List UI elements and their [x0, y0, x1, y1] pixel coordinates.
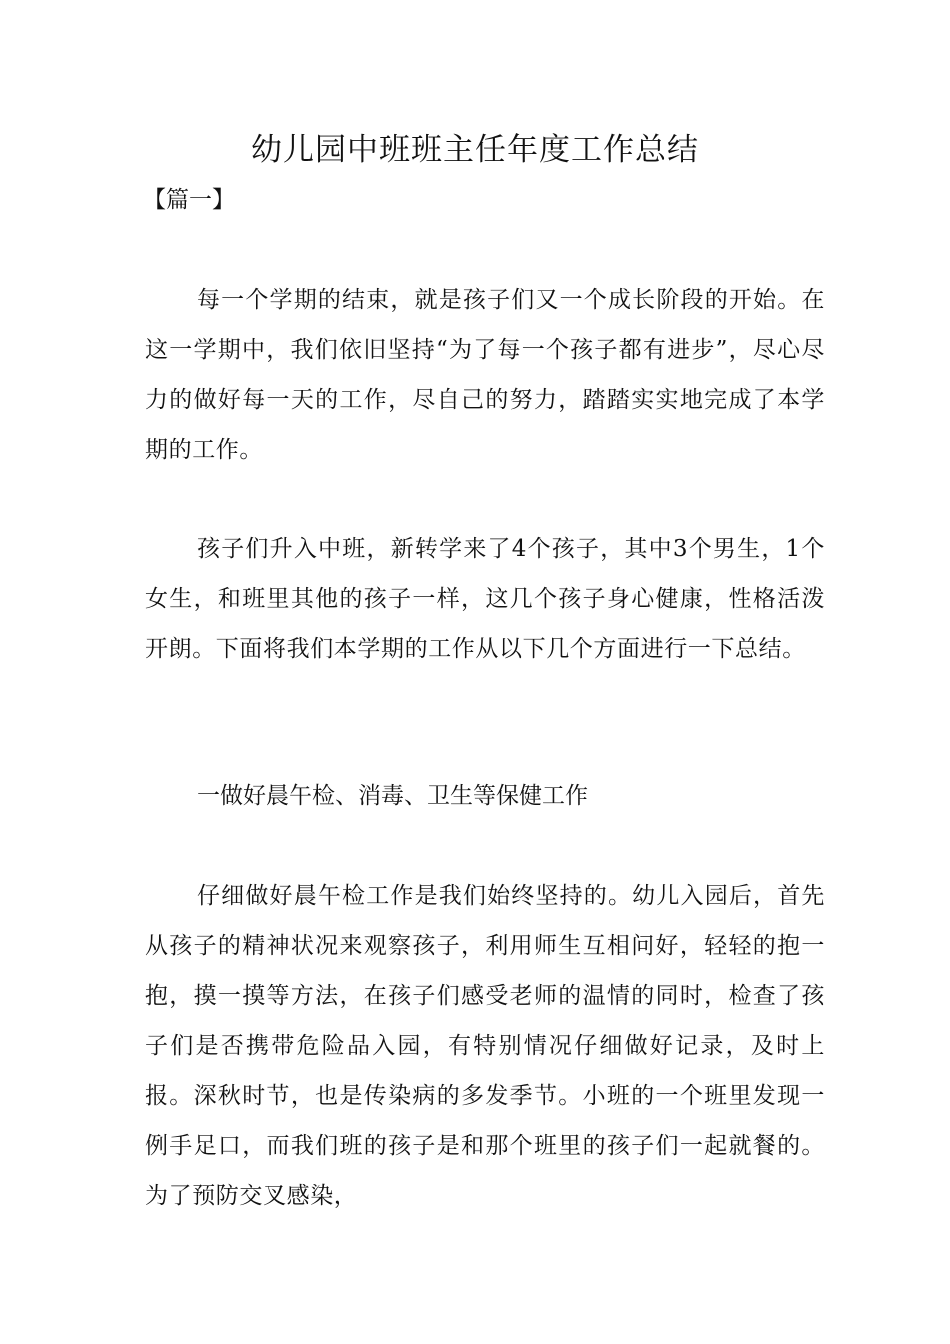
document-title: 幼儿园中班班主任年度工作总结	[251, 132, 699, 168]
section-heading-1: 一做好晨午检、消毒、卫生等保健工作	[197, 783, 588, 809]
paragraph-1: 每一个学期的结束，就是孩子们又一个成长阶段的开始。在这一学期中，我们依旧坚持“为了每一个孩子都有进步”，尽心尽力的做好每一天的工作，尽自己的努力，踏踏实实地完成了本学期的工作。	[145, 287, 825, 463]
section-label: 【篇一】	[143, 187, 235, 213]
paragraph-3: 仔细做好晨午检工作是我们始终坚持的。幼儿入园后，首先从孩子的精神状况来观察孩子，利用师生互相问好，轻轻的抱一抱，摸一摸等方法，在孩子们感受老师的温情的同时，检查了孩子们是否携带危险品入园，有特别情况仔细做好记录，及时上报。深秋时节，也是传染病的多发季节。小班的一个班里发现一例手足口，而我们班的孩子是和那个班里的孩子们一起就餐的。为了预防交叉感染，	[145, 883, 825, 1209]
paragraph-2: 孩子们升入中班，新转学来了4个孩子，其中3个男生，1个女生，和班里其他的孩子一样，这几个孩子身心健康，性格活泼开朗。下面将我们本学期的工作从以下几个方面进行一下总结。	[145, 536, 825, 662]
